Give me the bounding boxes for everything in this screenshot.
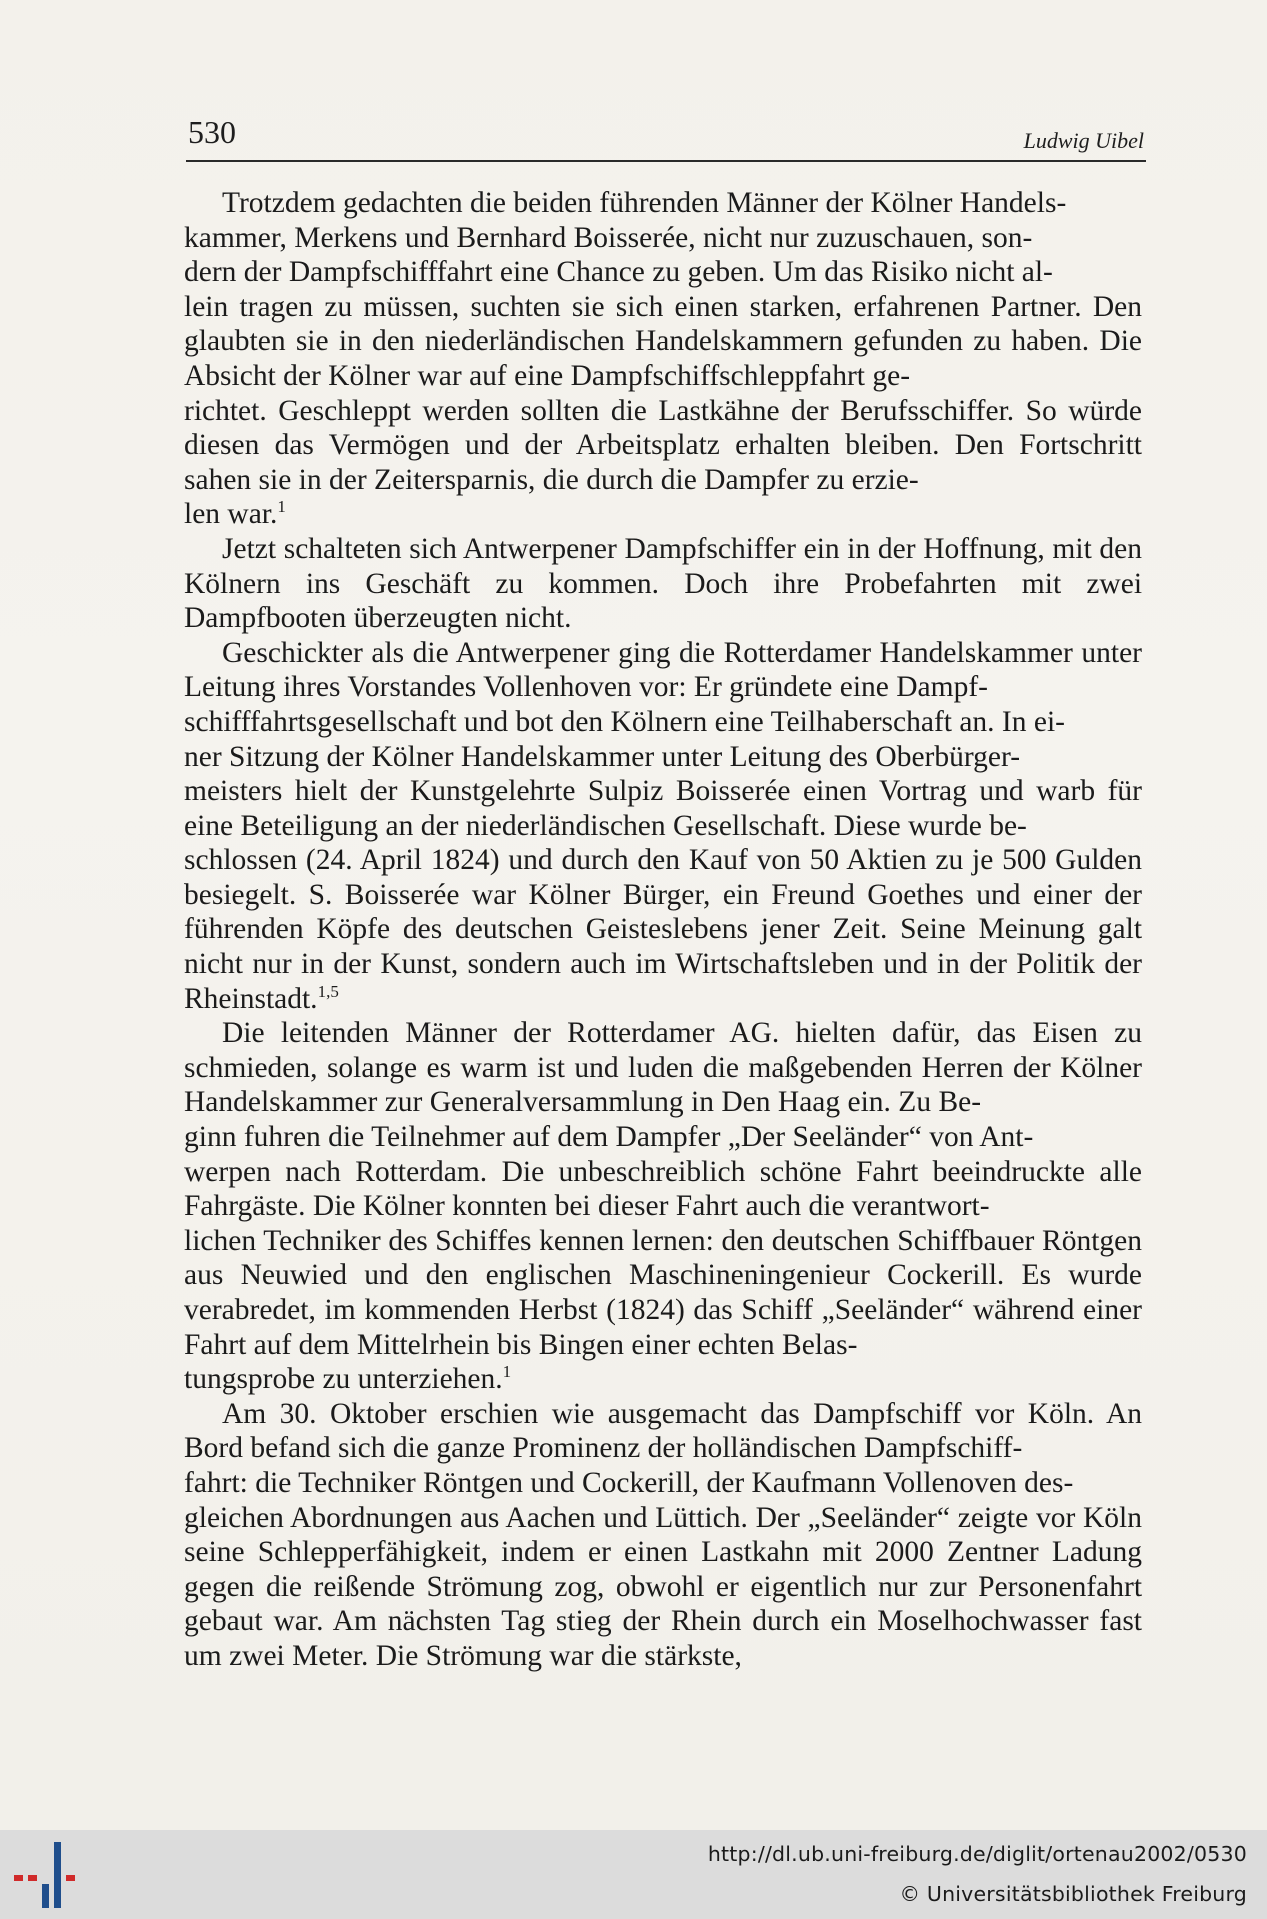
page-header (186, 112, 1146, 162)
text-line: Den glaubten sie in den niederländischen Handelskammern gefunden zu (184, 290, 1143, 358)
body-paragraph (184, 532, 1142, 636)
text-line: für eine Beteiligung an der niederländischen Gesellschaft. Diese wurde be- (184, 775, 1142, 842)
text-line: ein Moselhochwasser fast um zwei Meter. Die Strömung war die stärkste, (184, 1605, 1142, 1672)
text-line: schlossen (24. April 1824) und durch den Kauf von 50 Aktien zu je 500 (184, 844, 1047, 877)
text-line: würde diesen das Vermögen und der Arbeitsplatz erhalten bleiben. Den (184, 394, 1142, 462)
footer-url-link[interactable]: http://dl.ub.uni-freiburg.de/diglit/ortenau2002/0530 (707, 1842, 1247, 1866)
text-line: während einer Fahrt auf dem Mittelrhein bis Bingen einer echten Belas- (184, 1294, 1142, 1361)
text-line: zwei Dampfbooten überzeugten nicht. (184, 567, 1143, 635)
body-text (184, 186, 1142, 1674)
footnote-marker: 1,5 (317, 981, 339, 1001)
text-line: unter Leitung ihres Vorstandes Vollenhoven vor: Er gründete eine Dampf- (184, 636, 1142, 704)
footer-bar (0, 1830, 1267, 1919)
text-line: und in der Politik der Rheinstadt. (184, 948, 1142, 1015)
footer-copyright: © Universitätsbibliothek Freiburg (899, 1882, 1247, 1906)
text-line: mit den Kölnern ins Geschäft zu kommen. Doch ihre Probefahrten mit (184, 532, 1143, 600)
text-line: dern der Dampfschifffahrt eine Chance zu geben. Um das Risiko nicht al- (184, 256, 1053, 289)
text-line: meisters hielt der Kunstgelehrte Sulpiz Boisserée einen Vortrag und warb (184, 775, 1096, 808)
text-line: alle Fahrgäste. Die Kölner konnten bei dieser Fahrt auch die verantwort- (184, 1155, 1142, 1223)
text-line: schifffahrtsgesellschaft und bot den Kölnern eine Teilhaberschaft an. In ei- (184, 705, 1065, 738)
body-paragraph (184, 186, 1142, 532)
text-line: tungsprobe zu unterziehen. (184, 1363, 503, 1396)
footnote-marker: 1 (277, 497, 286, 517)
library-logo-icon (14, 1838, 84, 1910)
text-line: Gulden besiegelt. S. Boisserée war Kölner Bürger, ein Freund Goethes und (184, 844, 1143, 911)
text-line: ner Sitzung der Kölner Handelskammer unter Leitung des Oberbürger- (184, 740, 1021, 773)
text-line: gleichen Abordnungen aus Aachen und Lüttich. Der „Seeländer“ zeigte (184, 1501, 1029, 1534)
text-line: Meinung galt nicht nur in der Kunst, sondern auch im Wirtschaftsleben (184, 913, 1143, 981)
body-paragraph (184, 1397, 1142, 1674)
running-head: Ludwig Uibel (1023, 128, 1144, 153)
body-paragraph (184, 1016, 1142, 1397)
text-line: einer der führenden Köpfe des deutschen Geisteslebens jener Zeit. Seine (184, 878, 1142, 946)
text-line: werpen nach Rotterdam. Die unbeschreiblich schöne Fahrt beeindruckte (184, 1155, 1086, 1188)
text-line: schmieden, solange es warm ist und luden die maßgebenden Herren der (184, 1051, 1051, 1084)
text-line: nur zur Personenfahrt gebaut war. Am nächsten Tag stieg der Rhein durch (184, 1570, 1143, 1638)
text-line: Jetzt schalteten sich Antwerpener Dampfschiffer ein in der Hoffnung, (222, 532, 1045, 565)
text-line: vor Köln seine Schlepperfähigkeit, indem er einen Lastkahn mit 2000 (184, 1501, 1143, 1569)
text-line: Die leitenden Männer der Rotterdamer AG. hielten dafür, das Eisen zu (222, 1017, 1142, 1050)
page-number: 530 (188, 114, 236, 150)
footnote-marker: 1 (502, 1362, 512, 1382)
body-paragraph (184, 636, 1142, 1017)
text-line: haben. Die Absicht der Kölner war auf eine Dampfschiffschleppfahrt ge- (184, 325, 1143, 392)
text-line: Zentner Ladung gegen die reißende Strömung zog, obwohl er eigentlich (184, 1536, 1143, 1603)
text-line: Fortschritt sahen sie in der Zeitersparnis, die durch die Dampfer zu erzie- (184, 429, 1142, 496)
text-line: Geschickter als die Antwerpener ging die Rotterdamer Handelskammer (222, 636, 1073, 669)
text-line: Trotzdem gedachten die beiden führenden Männer der Kölner Handels- (222, 187, 1067, 219)
text-line: An Bord befand sich die ganze Prominenz der holländischen Dampfschiff- (184, 1397, 1142, 1465)
text-line: ginn fuhren die Teilnehmer auf dem Dampfer „Der Seeländer“ von Ant- (184, 1121, 1034, 1154)
text-line: kammer, Merkens und Bernhard Boisserée, nicht nur zuzuschauen, son- (184, 221, 1033, 254)
text-line: Es wurde verabredet, im kommenden Herbst (1824) das Schiff „Seeländer“ (184, 1259, 1142, 1326)
text-line: lein tragen zu müssen, suchten sie sich einen starken, erfahrenen Partner. (184, 290, 1082, 323)
text-line: richtet. Geschleppt werden sollten die Lastkähne der Berufsschiffer. So (184, 394, 1057, 427)
text-line: lichen Techniker des Schiffes kennen lernen: den deutschen Schiffbauer (184, 1224, 1035, 1257)
text-line: Röntgen aus Neuwied und den englischen Maschineningenieur Cockerill. (184, 1224, 1143, 1292)
text-line: Am 30. Oktober erschien wie ausgemacht das Dampfschiff vor Köln. (222, 1397, 1095, 1430)
text-line: fahrt: die Techniker Röntgen und Cockerill, der Kaufmann Vollenoven des- (184, 1466, 1074, 1499)
text-line: Kölner Handelskammer zur Generalversammlung in Den Haag ein. Zu Be- (184, 1051, 1142, 1119)
text-line: len war. (184, 498, 278, 531)
